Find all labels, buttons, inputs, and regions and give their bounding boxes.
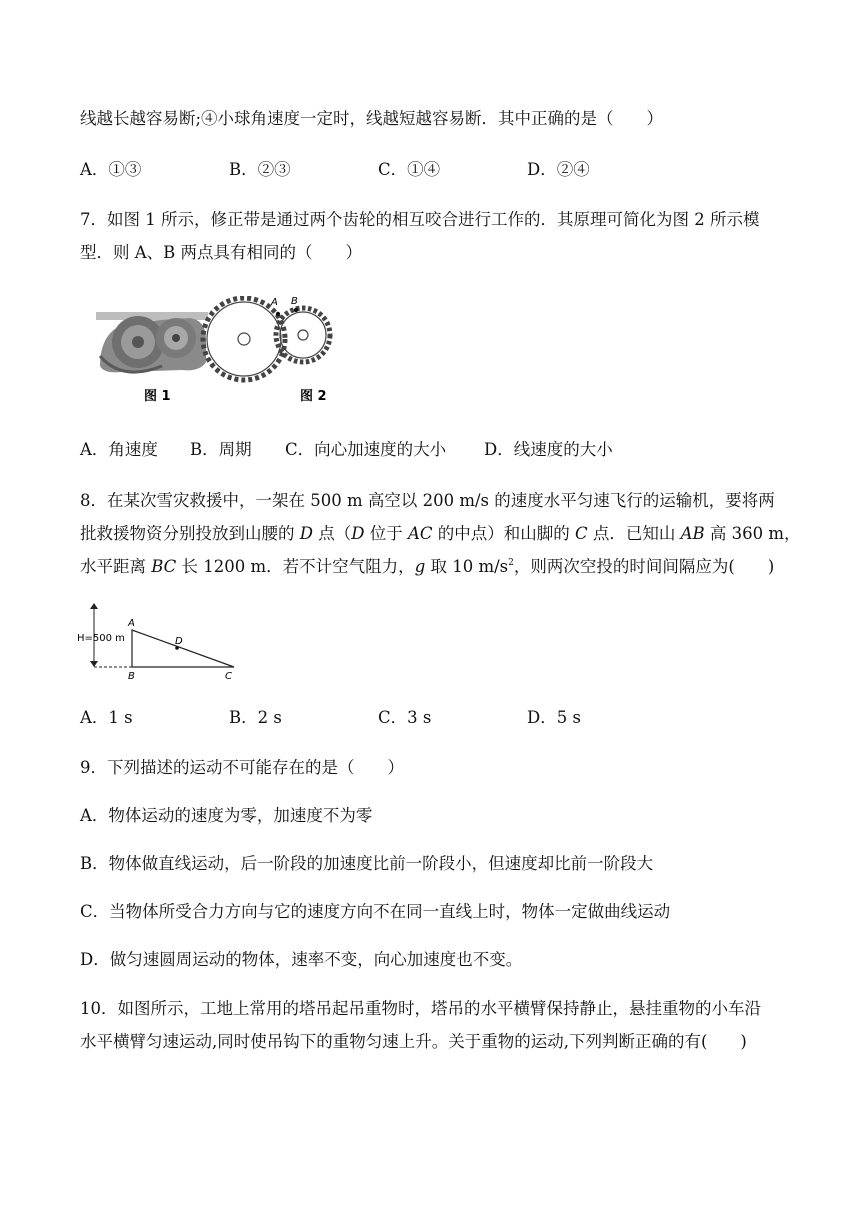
q6-option-c: C．①④ (378, 160, 441, 179)
q8-figure (78, 598, 248, 684)
q8-l2-text-6: 高 360 m， (704, 524, 801, 543)
q6-option-a: A．①③ (80, 160, 142, 179)
q7-option-c: C．向心加速度的大小 (285, 440, 447, 459)
q8-l2-var-c: C (575, 524, 588, 543)
q7-stem-line1: 7．如图 1 所示，修正带是通过两个齿轮的相互咬合进行工作的．其原理可简化为图 2 所示模 (80, 210, 760, 229)
q8-option-b: B．2 s (229, 708, 282, 727)
q8-l2-var-ab: AB (680, 524, 705, 543)
point-d-label: D (175, 636, 183, 647)
q8-stem-line2 (80, 524, 801, 544)
q8-stem-line3 (80, 557, 774, 577)
q7-figure (92, 296, 342, 408)
q8-l2-text-5: 点．已知山 (587, 524, 681, 543)
point-b-marker (294, 308, 298, 312)
figure-2-caption: 图 2 (300, 389, 327, 404)
q10-stem-line1: 10．如图所示，工地上常用的塔吊起吊重物时，塔吊的水平横臂保持静止，悬挂重物的小车沿 (80, 999, 761, 1018)
point-b-label: B (291, 296, 298, 307)
q8-l2-text-2: 点（ (312, 524, 352, 543)
mountain-triangle (132, 630, 234, 667)
q8-l3-superscript: 2 (508, 558, 514, 568)
q9-stem: 9．下列描述的运动不可能存在的是（ ） (80, 758, 404, 777)
q8-l3-var-g: g (414, 557, 426, 576)
q6-option-d: D．②④ (527, 160, 590, 179)
height-arrow-bottom-icon (90, 661, 98, 667)
point-a-label: A (271, 297, 278, 308)
q9-option-d: D．做匀速圆周运动的物体，速率不变，向心加速度也不变。 (80, 950, 523, 969)
point-a-marker (276, 312, 280, 316)
q8-stem-line1 (80, 491, 775, 511)
q7-stem-line2: 型．则 A、B 两点具有相同的（ ） (80, 243, 363, 262)
q8-figure-svg (78, 598, 248, 684)
figure-1-caption: 图 1 (144, 389, 171, 404)
q7-option-a: A．角速度 (80, 440, 158, 459)
q8-l3-var-bc: BC (151, 557, 177, 576)
q8-l2-var-d: D (299, 524, 313, 543)
q6-continuation-text: 线越长越容易断;④小球角速度一定时，线越短越容易断．其中正确的是（ ） (80, 109, 664, 128)
q8-l3-text-3: 取 10 m/s (425, 557, 509, 576)
height-label: H=500 m (78, 633, 125, 644)
point-a-label: A (128, 618, 135, 629)
q9-option-c: C．当物体所受合力方向与它的速度方向不在同一直线上时，物体一定做曲线运动 (80, 902, 671, 921)
q8-l2-text-3: 位于 (364, 524, 408, 543)
q8-option-a: A．1 s (80, 708, 133, 727)
q9-option-b: B．物体做直线运动，后一阶段的加速度比前一阶段小，但速度却比前一阶段大 (80, 854, 654, 873)
q8-l2-text-1: 批救援物资分别投放到山腰的 (80, 524, 300, 543)
q8-l2-text-4: 的中点）和山脚的 (432, 524, 576, 543)
point-c-label: C (225, 671, 232, 682)
q8-option-d: D．5 s (527, 708, 581, 727)
q8-l2-var-ac: AC (407, 524, 433, 543)
q8-l3-text-1: 水平距离 (80, 557, 152, 576)
q8-l3-text-4: ，则两次空投的时间间隔应为( ) (513, 557, 775, 576)
q8-l3-text-2: 长 1200 m．若不计空气阻力， (176, 557, 415, 576)
q8-l1-text: 8．在某次雪灾救援中，一架在 500 m 高空以 200 m/s 的速度水平匀速飞行的运输机，要将两 (80, 491, 775, 510)
large-gear (203, 298, 285, 380)
q10-stem-line2: 水平横臂匀速运动,同时使吊钩下的重物匀速上升。关于重物的运动,下列判断正确的有( ) (80, 1032, 747, 1051)
correction-tape-photo (96, 312, 208, 372)
q6-option-b: B．②③ (229, 160, 291, 179)
q7-option-d: D．线速度的大小 (484, 440, 613, 459)
q7-figure-svg (92, 296, 342, 408)
q8-option-c: C．3 s (378, 708, 432, 727)
height-arrow-top-icon (90, 603, 98, 609)
q9-option-a: A．物体运动的速度为零，加速度不为零 (80, 806, 373, 825)
point-b-label: B (128, 671, 135, 682)
q7-option-b: B．周期 (190, 440, 252, 459)
q8-l2-var-d2: D (351, 524, 365, 543)
